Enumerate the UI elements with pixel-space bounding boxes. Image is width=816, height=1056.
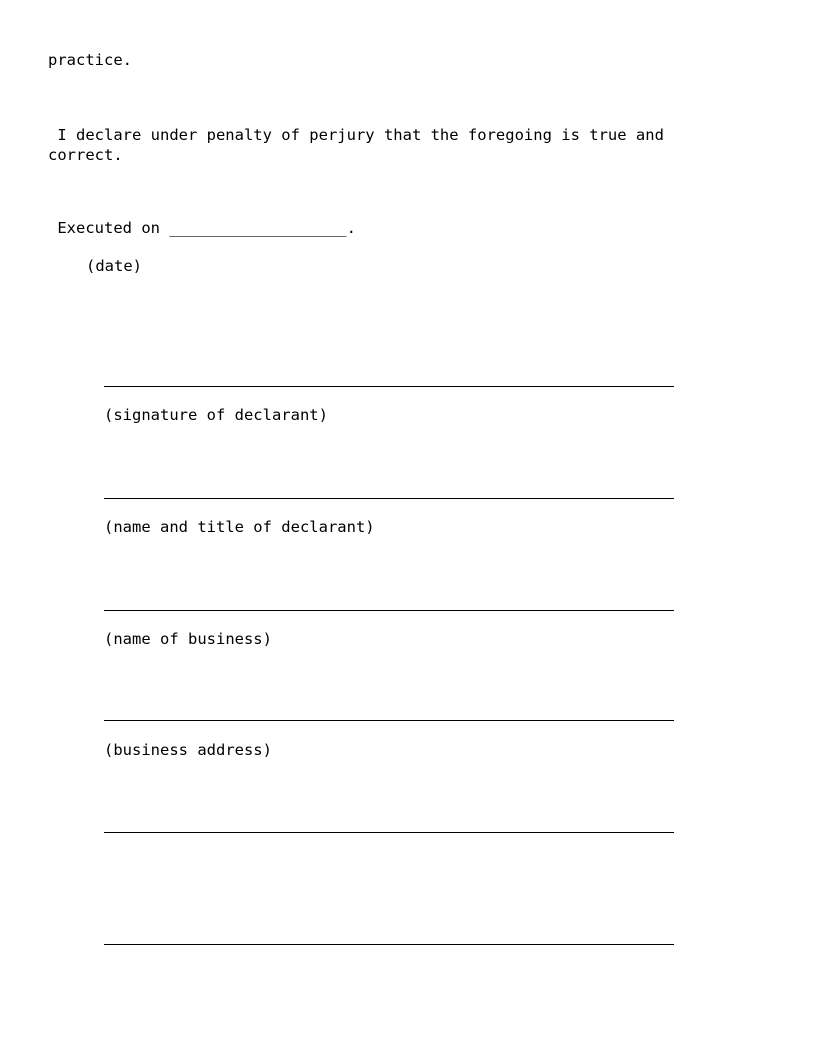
business-name-label: (name of business) (104, 630, 272, 648)
business-name-line (104, 610, 674, 611)
declaration-line-2: correct. (48, 146, 123, 164)
executed-on-suffix: . (346, 219, 356, 237)
date-label: (date) (86, 257, 142, 275)
executed-on-prefix: Executed on (48, 219, 170, 237)
business-address-line-3 (104, 944, 674, 945)
business-address-line-2 (104, 832, 674, 833)
signature-label: (signature of declarant) (104, 406, 328, 424)
name-title-label: (name and title of declarant) (104, 518, 375, 536)
continuation-text: practice. (48, 51, 132, 69)
declaration-line-1: I declare under penalty of perjury that the foregoing is true and (48, 126, 664, 144)
signature-line (104, 386, 674, 387)
business-address-label: (business address) (104, 741, 272, 759)
date-blank: ___________________ (169, 219, 347, 237)
business-address-line (104, 720, 674, 721)
executed-on-line (48, 218, 356, 238)
name-title-line (104, 498, 674, 499)
